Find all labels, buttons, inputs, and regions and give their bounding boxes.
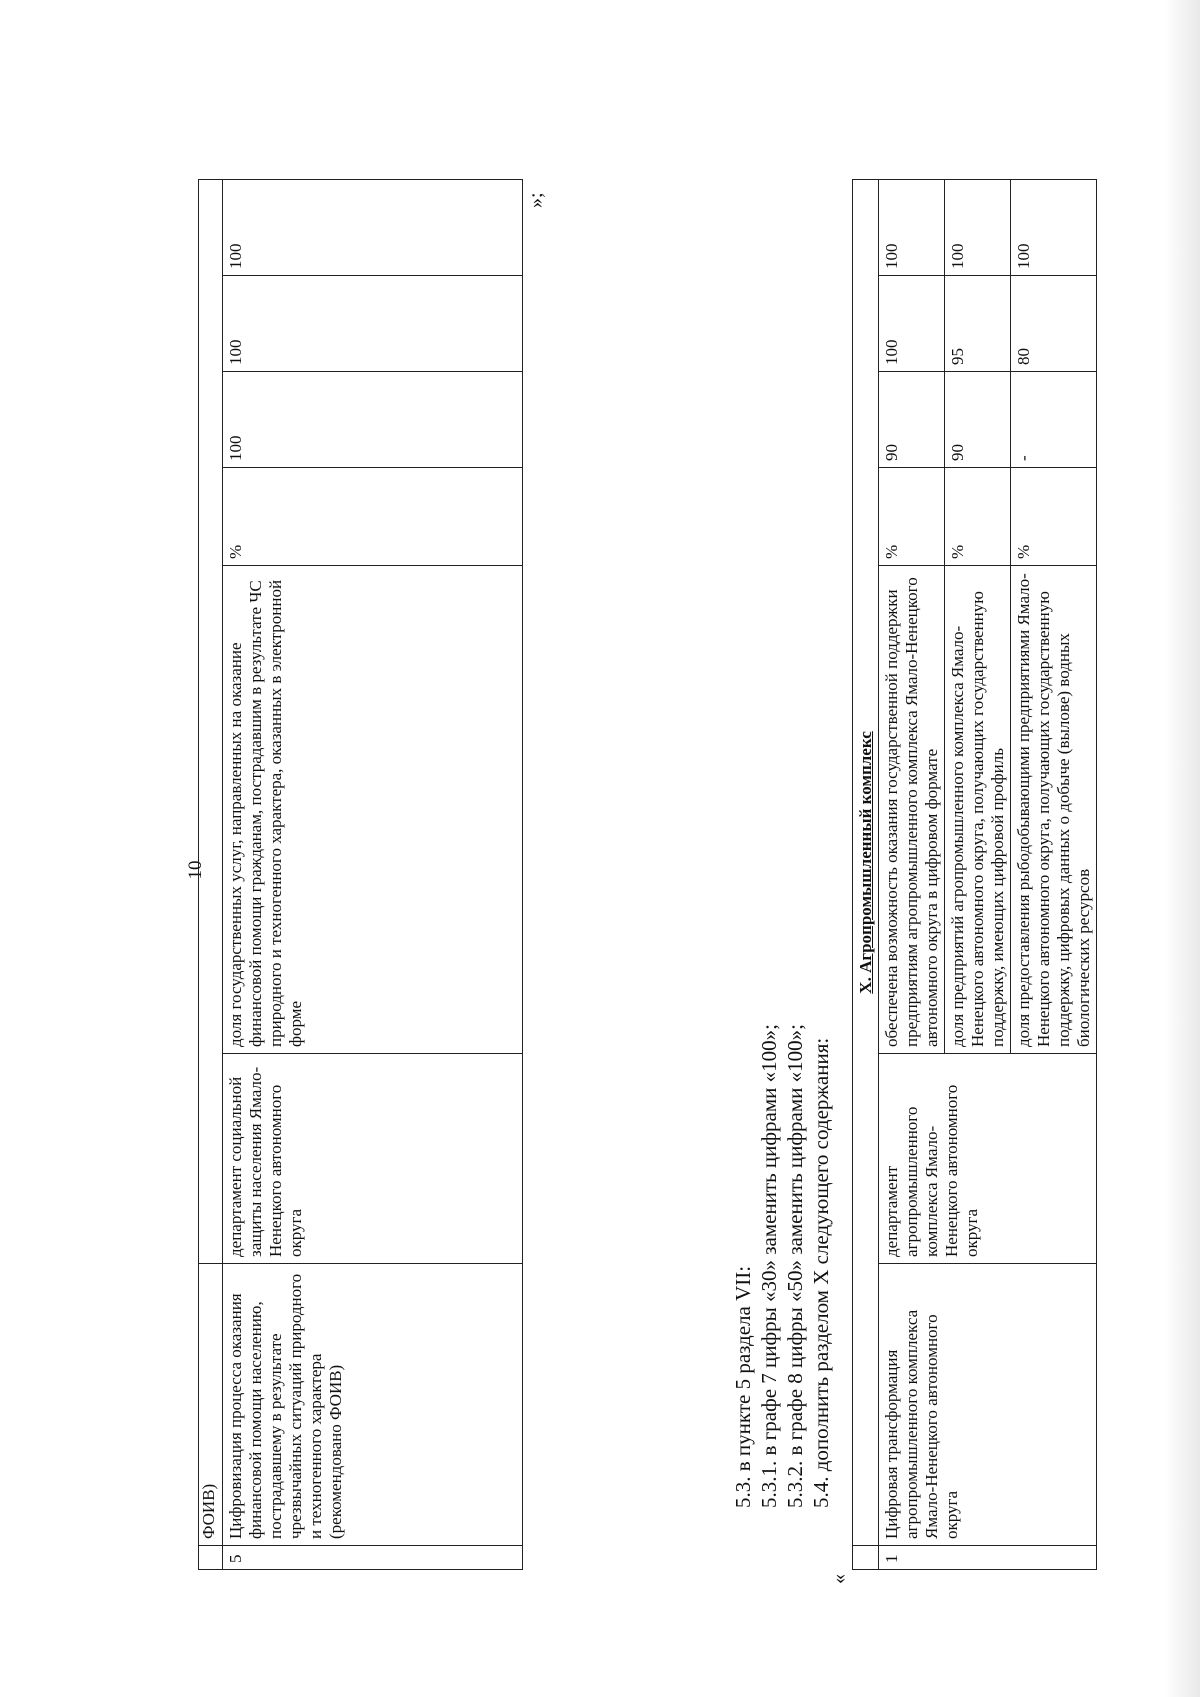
unit: %	[1011, 468, 1097, 566]
indicator: доля государственных услуг, направленных на оказание финансовой помощи гражданам, пострадавшим в результате ЧС природного и техногенного характера, оказанных в электронной форме	[223, 566, 523, 1054]
table-cell	[199, 179, 223, 1263]
paragraph: 5.3.1. в графе 7 цифры «30» заменить цифрами «100»;	[757, 1024, 781, 1508]
closing-quote: »;	[525, 192, 547, 208]
rotated-content	[180, 170, 1120, 1584]
unit: %	[223, 468, 523, 566]
table-row	[223, 179, 523, 1569]
value: 100	[945, 179, 1011, 275]
table-row	[879, 179, 945, 1569]
opening-quote: «	[828, 1574, 850, 1584]
indicator: доля предоставления рыбодобывающими предприятиями Ямало-Ненецкого автономного округа, получающих государственную поддержку, цифровых данных о добыче (вылове) водных биологических ресурсов	[1011, 566, 1097, 1054]
measure-name: Цифровая трансформация агропромышленного комплекса Ямало-Ненецкого автономного округа	[879, 1264, 1097, 1546]
paragraph: 5.3.2. в графе 8 цифры «50» заменить цифрами «100»;	[783, 1024, 807, 1508]
row-number: 5	[223, 1546, 523, 1570]
value: 90	[879, 372, 945, 468]
value: 100	[223, 276, 523, 372]
page-number: 10	[185, 860, 206, 880]
table-row	[199, 179, 223, 1569]
measure-name: Цифровизация процесса оказания финансовой помощи населению, пострадавшему в результате чрезвычайных ситуаций природного и техногенного характера (рекомендовано ФОИВ)	[223, 1264, 523, 1546]
value: 100	[223, 179, 523, 275]
value: 100	[879, 276, 945, 372]
table-cell	[853, 1546, 879, 1570]
section-header-row	[853, 179, 879, 1569]
department: департамент социальной защиты населения Ямало-Ненецкого автономного округа	[223, 1054, 523, 1264]
unit: %	[945, 468, 1011, 566]
section-header: X. Агропромышленный комплекс	[853, 179, 879, 1545]
paragraph: 5.3. в пункте 5 раздела VII:	[731, 1265, 755, 1508]
table-section-7	[198, 179, 523, 1570]
table-cell	[199, 1546, 223, 1570]
department: департамент агропромышленного комплекса Ямало-Ненецкого автономного округа	[879, 1054, 1097, 1264]
table-cell: ФОИВ)	[199, 1264, 223, 1546]
value: 100	[1011, 179, 1097, 275]
value: -	[1011, 372, 1097, 468]
value: 90	[945, 372, 1011, 468]
row-number: 1	[879, 1546, 1097, 1570]
value: 100	[879, 179, 945, 275]
table-section-10	[852, 179, 1097, 1570]
value: 95	[945, 276, 1011, 372]
paragraph: 5.4. дополнить разделом X следующего содержания:	[809, 1037, 833, 1508]
unit: %	[879, 468, 945, 566]
indicator: обеспечена возможность оказания государственной поддержки предприятиям агропромышленного комплекса Ямало-Ненецкого автономного округа в цифровом формате	[879, 566, 945, 1054]
value: 80	[1011, 276, 1097, 372]
value: 100	[223, 372, 523, 468]
indicator: доля предприятий агропромышленного комплекса Ямало-Ненецкого автономного округа, получающих государственную поддержку, имеющих цифровой профиль	[945, 566, 1011, 1054]
